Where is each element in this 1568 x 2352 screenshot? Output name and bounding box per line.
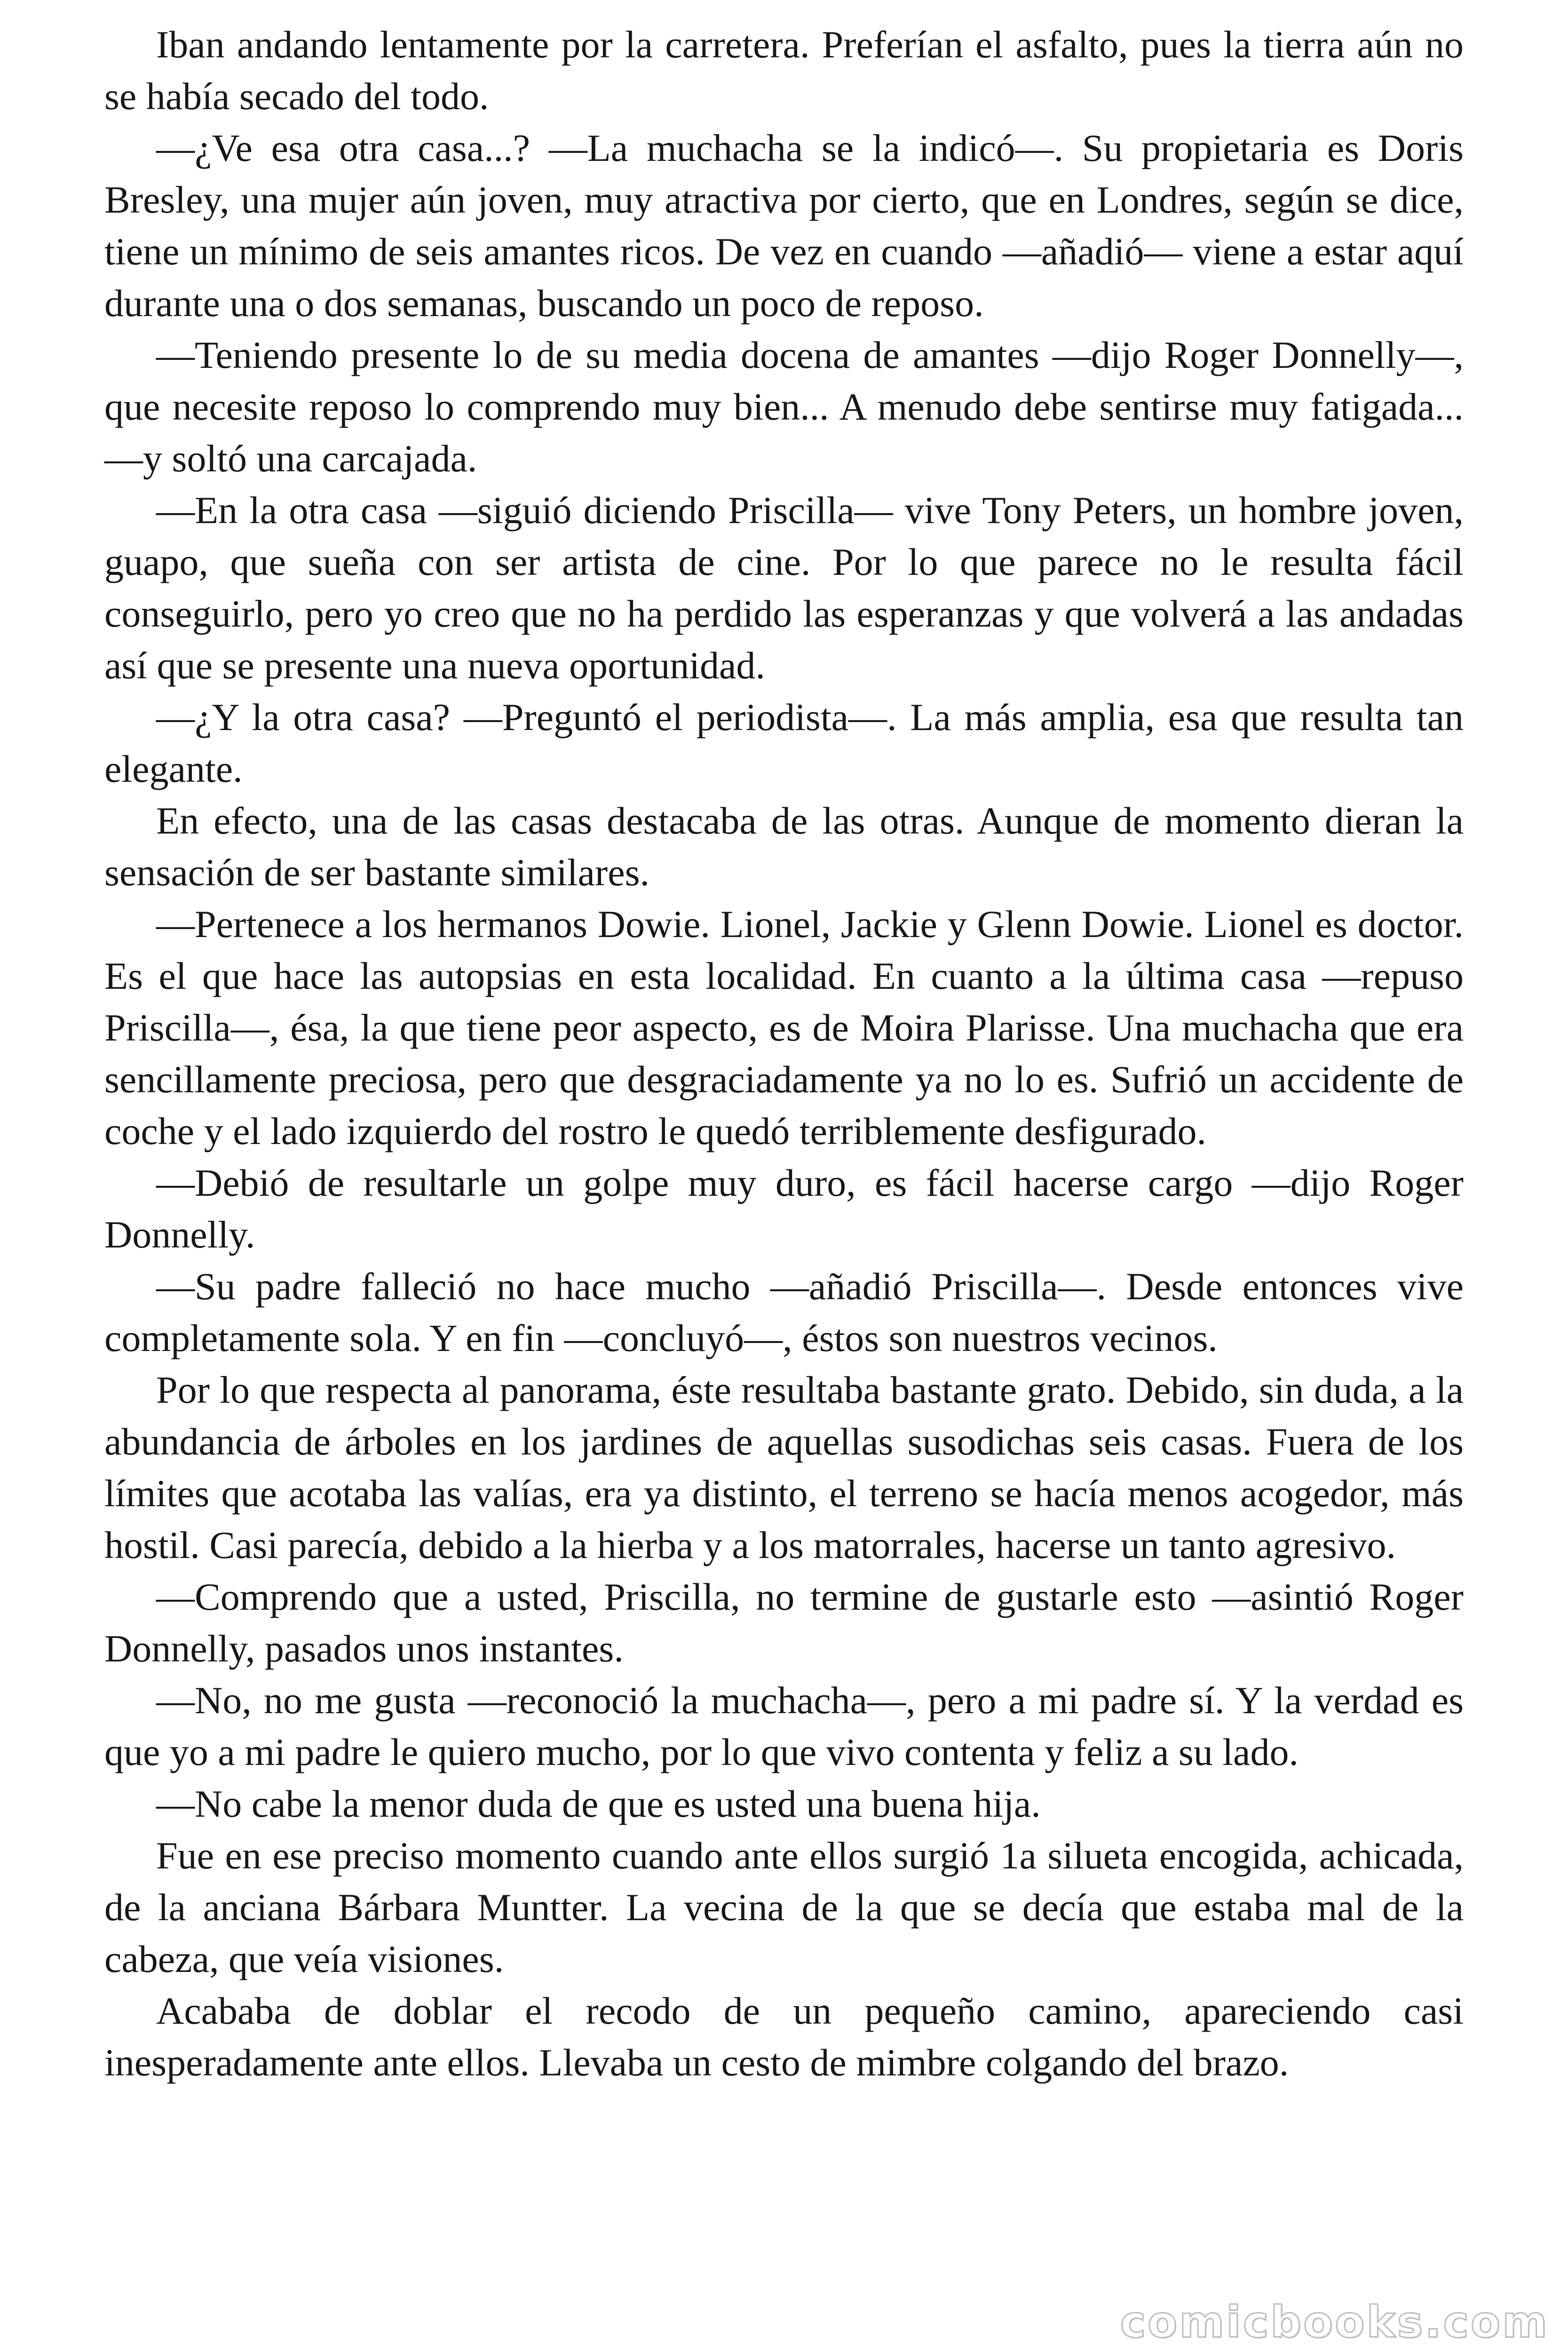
paragraph: En efecto, una de las casas destacaba de las otras. Aunque de momento dieran la sensación de ser bastante similares. <box>104 799 1464 894</box>
page-text <box>104 19 1464 2089</box>
paragraph: —Pertenece a los hermanos Dowie. Lionel, Jackie y Glenn Dowie. Lionel es doctor. Es el que hace las autopsias en esta localidad. En cuanto a la última casa —repuso Priscilla—, ésa, la que tiene peor aspecto, es de Moira Plarisse. Una muchacha que era sencillamente preciosa, pero que desgraciadamente ya no lo es. Sufrió un accidente de coche y el lado izquierdo del rostro le quedó terriblemente desfigurado. <box>104 903 1464 1152</box>
watermark: comicbooks.com <box>1120 2297 1549 2347</box>
paragraph: —No, no me gusta —reconoció la muchacha—, pero a mi padre sí. Y la verdad es que yo a mi padre le quiero mucho, por lo que vivo contenta y feliz a su lado. <box>104 1679 1464 1773</box>
paragraph: —Su padre falleció no hace mucho —añadió Priscilla—. Desde entonces vive completamente sola. Y en fin —concluyó—, éstos son nuestros vecinos. <box>104 1265 1464 1359</box>
paragraph: —¿Ve esa otra casa...? —La muchacha se la indicó—. Su propietaria es Doris Bresley, una mujer aún joven, muy atractiva por cierto, que en Londres, según se dice, tiene un mínimo de seis amantes ricos. De vez en cuando —añadió— viene a estar aquí durante una o dos semanas, buscando un poco de reposo. <box>104 127 1464 325</box>
paragraph: Por lo que respecta al panorama, éste resultaba bastante grato. Debido, sin duda, a la abundancia de árboles en los jardines de aquellas susodichas seis casas. Fuera de los límites que acotaba las valías, era ya distinto, el terreno se hacía menos acogedor, más hostil. Casi parecía, debido a la hierba y a los matorrales, hacerse un tanto agresivo. <box>104 1368 1464 1566</box>
paragraph: —¿Y la otra casa? —Preguntó el periodista—. La más amplia, esa que resulta tan elegante. <box>104 696 1464 790</box>
paragraph: —No cabe la menor duda de que es usted una buena hija. <box>156 1782 1041 1825</box>
paragraph: —En la otra casa —siguió diciendo Priscilla— vive Tony Peters, un hombre joven, guapo, que sueña con ser artista de cine. Por lo que parece no le resulta fácil conseguirlo, pero yo creo que no ha perdido las esperanzas y que volverá a las andadas así que se presente una nueva oportunidad. <box>104 489 1464 687</box>
paragraph: Fue en ese preciso momento cuando ante ellos surgió 1a silueta encogida, achicada, de la anciana Bárbara Muntter. La vecina de la que se decía que estaba mal de la cabeza, que veía visiones. <box>104 1834 1464 1980</box>
paragraph: —Debió de resultarle un golpe muy duro, es fácil hacerse cargo —dijo Roger Donnelly. <box>104 1161 1464 1256</box>
paragraph: Acababa de doblar el recodo de un pequeño camino, apareciendo casi inesperadamente ante ellos. Llevaba un cesto de mimbre colgando del brazo. <box>104 1989 1464 2084</box>
paragraph: Iban andando lentamente por la carretera. Preferían el asfalto, pues la tierra aún no se había secado del todo. <box>104 23 1464 118</box>
paragraph: —Comprendo que a usted, Priscilla, no termine de gustarle esto —asintió Roger Donnelly, pasados unos instantes. <box>104 1575 1464 1670</box>
paragraph: —Teniendo presente lo de su media docena de amantes —dijo Roger Donnelly—, que necesite reposo lo comprendo muy bien... A menudo debe sentirse muy fatigada... —y soltó una carcajada. <box>104 334 1464 480</box>
